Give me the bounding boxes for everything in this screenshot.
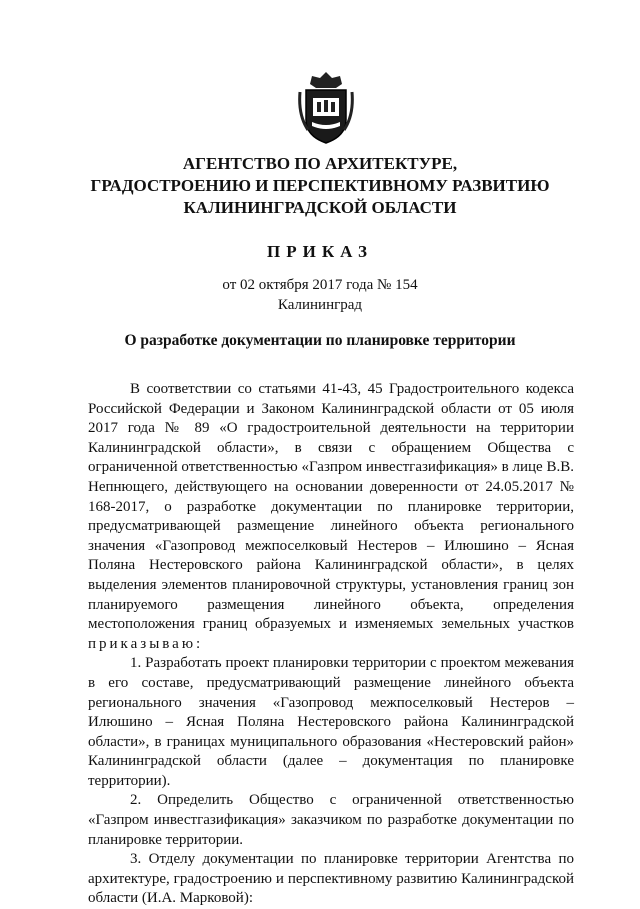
order-title: ПРИКАЗ: [267, 242, 373, 261]
intro-paragraph: [88, 380, 574, 654]
item-1: 1. Разработать проект планировки территории с проектом межевания в его составе, предусматривающий размещение линейного объекта регионального значения «Газопровод межпоселковый Нестеров – Илюшино – Ясная Поляна Нестеровского района Калининградской области», в границах муниципального образования «Нестеровский район» Калининградской области (далее – документация по планировке территории).: [88, 655, 574, 789]
order-body: [88, 380, 574, 909]
order-city: Калининград: [277, 297, 363, 313]
agency-name: [90, 153, 550, 219]
item-3: 3. Отделу документации по планировке территории Агентства по архитектуре, градостроению и перспективному развитию Калининградской области (И.А. Марковой):: [88, 851, 574, 907]
intro-text: В соответствии со статьями 41-43, 45 Градостроительного кодекса Российской Федерации и Законом Калининградской области от 05 июля 2017 года № 89 «О градостроительной деятельности на территории Калининградской области», в связи с обращением Общества с ограниченной ответственностью «Газпром инвестгазификация» в лице В.В. Непнющего, действующего на основании доверенности от 24.05.2017 № 168-2017, о разработке документации по планировке территории, предусматривающей размещение линейного объекта регионального значения «Газопровод межпоселковый Нестеров – Илюшино – Ясная Поляна Нестеровского района Калининградской области», в целях выделения элементов планировочной структуры, установления границ зон планируемого размещения линейного объекта, определения местоположения границ образуемых и изменяемых земельных участков: [88, 381, 574, 633]
agency-line-2: ГРАДОСТРОЕНИЮ И ПЕРСПЕКТИВНОМУ РАЗВИТИЮ: [90, 176, 550, 195]
item-2: 2. Определить Общество с ограниченной ответственностью «Газпром инвестгазификация» заказчиком по разработке документации по планировке территории.: [88, 792, 574, 848]
coat-of-arms-icon: [296, 70, 356, 145]
order-word: приказываю:: [88, 635, 204, 652]
agency-line-1: АГЕНТСТВО ПО АРХИТЕКТУРЕ,: [182, 154, 458, 173]
order-subject: О разработке документации по планировке территории: [124, 332, 516, 349]
order-date-number: от 02 октября 2017 года № 154: [222, 277, 418, 293]
agency-line-3: КАЛИНИНГРАДСКОЙ ОБЛАСТИ: [183, 198, 457, 217]
